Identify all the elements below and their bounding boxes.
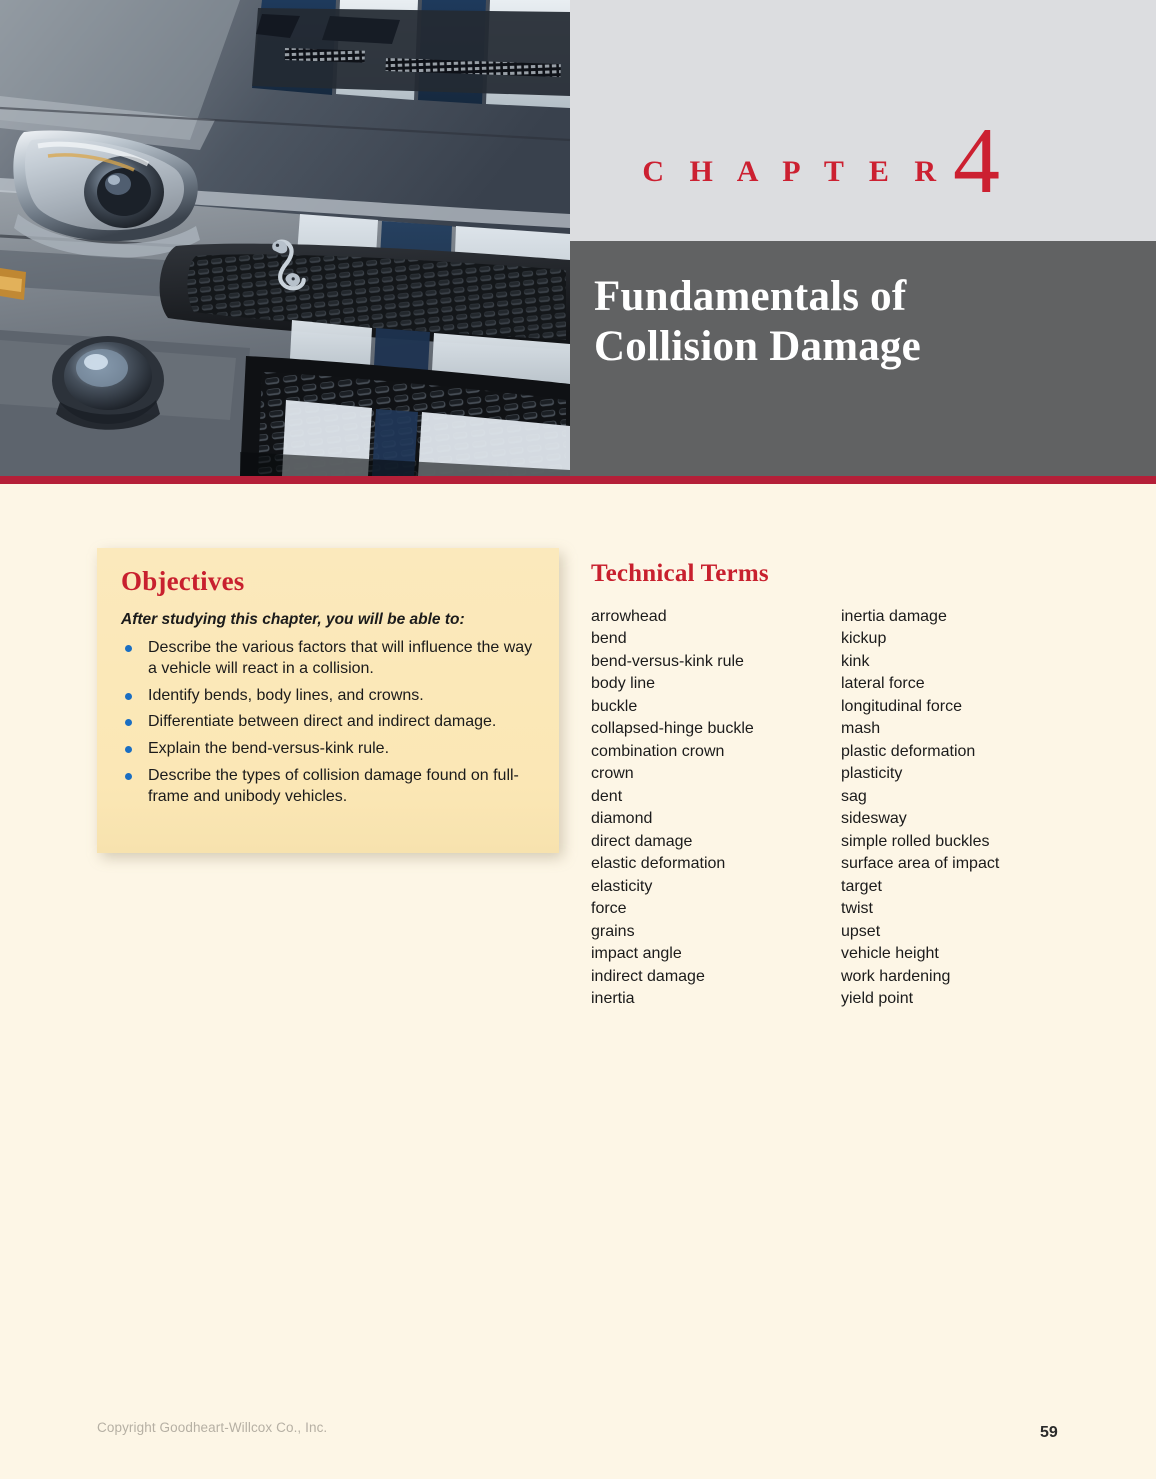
objective-text: Differentiate between direct and indirect damage. [148, 713, 497, 731]
term-item: upset [841, 922, 881, 940]
objective-item [121, 739, 535, 760]
objectives-intro: After studying this chapter, you will be able to: [121, 611, 465, 628]
term-item: dent [591, 787, 623, 805]
term-item: vehicle height [841, 945, 939, 963]
bullet-icon [125, 746, 132, 753]
term-item: kickup [841, 630, 887, 648]
term-item: arrowhead [591, 608, 667, 625]
term-item: crown [591, 765, 634, 783]
technical-terms-columns [591, 606, 1091, 1010]
bullet-icon [125, 645, 132, 652]
objective-item [121, 638, 535, 680]
term-item: inertia damage [841, 608, 947, 625]
technical-terms-section [591, 560, 1091, 1010]
page-number: 59 [1040, 1424, 1058, 1441]
term-item: collapsed-hinge buckle [591, 720, 754, 738]
objective-text: Describe the various factors that will influence the way a vehicle will react in a collision. [148, 639, 533, 677]
objective-text: Explain the bend-versus-kink rule. [148, 740, 390, 758]
term-item: inertia [591, 989, 635, 1007]
objective-text: Describe the types of collision damage found on full-frame and unibody vehicles. [148, 766, 519, 805]
page-title [594, 272, 1134, 373]
term-item: diamond [591, 810, 653, 828]
chapter-hero-photo [0, 0, 570, 476]
term-item: body line [591, 675, 656, 693]
term-item: work hardening [841, 967, 951, 985]
objectives-heading: Objectives [121, 566, 245, 596]
header-red-rule [0, 476, 1156, 484]
technical-terms-column-2 [841, 606, 1091, 1010]
technical-terms-heading: Technical Terms [591, 560, 769, 587]
chapter-header [0, 0, 1156, 484]
objective-item [121, 686, 535, 707]
term-item: bend-versus-kink rule [591, 652, 744, 670]
objective-text: Identify bends, body lines, and crowns. [148, 686, 424, 704]
term-item: twist [841, 900, 873, 918]
term-item: yield point [841, 989, 914, 1007]
term-item: sag [841, 787, 867, 805]
term-item: direct damage [591, 832, 693, 850]
chapter-number: 4 [953, 108, 1000, 213]
term-item: combination crown [591, 742, 725, 760]
term-item: lateral force [841, 675, 925, 693]
bullet-icon [125, 693, 132, 700]
term-item: plasticity [841, 765, 903, 783]
chapter-label [570, 108, 1000, 213]
term-item: target [841, 877, 882, 895]
bullet-icon [125, 719, 132, 726]
copyright-notice: Copyright Goodheart-Willcox Co., Inc. [97, 1420, 328, 1435]
objectives-box [97, 548, 559, 853]
technical-terms-column-1 [591, 606, 841, 1010]
term-item: impact angle [591, 945, 682, 963]
term-item: mash [841, 720, 881, 738]
term-item: longitudinal force [841, 697, 962, 715]
objective-item [121, 766, 535, 808]
term-item: elastic deformation [591, 855, 726, 873]
term-item: simple rolled buckles [841, 832, 990, 850]
chapter-word: C H A P T E R [642, 155, 945, 188]
objective-item [121, 712, 535, 733]
term-item: force [591, 900, 627, 918]
term-item: bend [591, 630, 627, 648]
term-item: buckle [591, 697, 638, 715]
term-item: grains [591, 922, 635, 940]
page-title-line-2: Collision Damage [594, 323, 921, 371]
objectives-list [121, 638, 535, 808]
page-title-line-1: Fundamentals of [594, 273, 907, 320]
term-item: plastic deformation [841, 742, 976, 760]
term-item: kink [841, 652, 870, 670]
bullet-icon [125, 773, 132, 780]
term-item: indirect damage [591, 967, 705, 985]
term-item: elasticity [591, 877, 653, 895]
term-item: sidesway [841, 810, 907, 828]
term-item: surface area of impact [841, 855, 1000, 873]
